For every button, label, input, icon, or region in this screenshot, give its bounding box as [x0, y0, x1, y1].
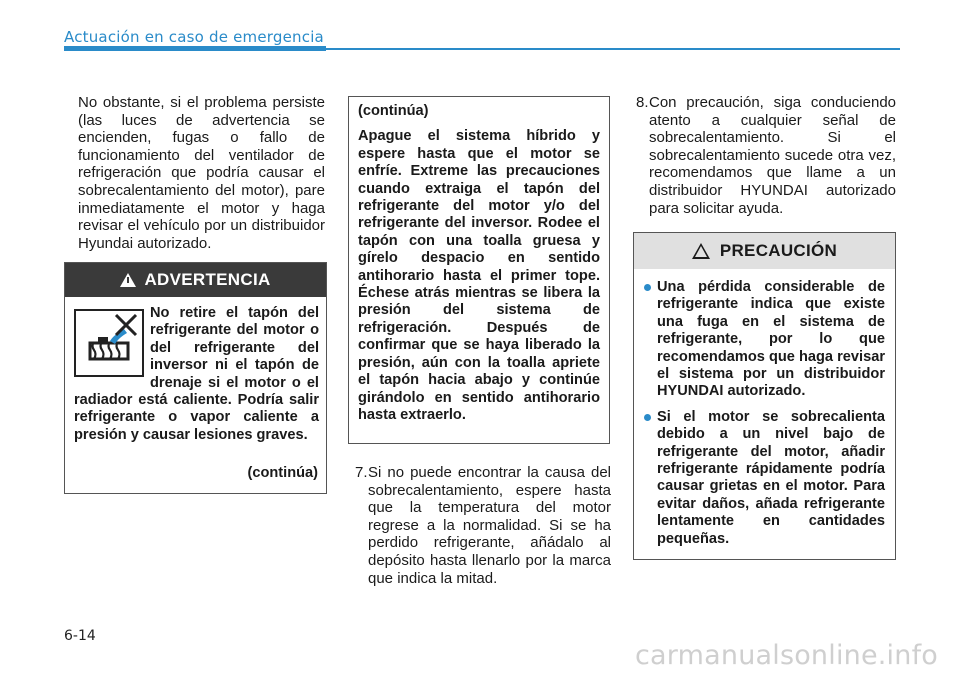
- caution-triangle-icon: [692, 243, 710, 259]
- step-8-text: Con precaución, siga conduciendo atento a cualquier señal de sobrecalentamiento. Si el sobrecalentamiento sucede otra vez, recomendamos que llame a un distribuidor HYUNDAI autorizado para solicitar ayuda.: [649, 94, 896, 217]
- warning-triangle-icon: [120, 273, 136, 287]
- continued-heading: (continúa): [358, 103, 429, 119]
- warning-header: [65, 263, 326, 297]
- warning-title: ADVERTENCIA: [144, 270, 271, 289]
- warning-continues: (continúa): [247, 465, 318, 481]
- bullet-icon: [644, 284, 651, 291]
- page-number: 6-14: [64, 628, 96, 644]
- step-7-number: 7.: [355, 464, 368, 481]
- intro-paragraph: No obstante, si el problema persiste (las luces de advertencia se encienden, fugas o fallo de funcionamiento del ventilador de refrigeración que podría causar el sobrecalentamiento del motor), pare inmediatamente el motor y haga revisar el vehículo por un distribuidor Hyundai autorizado.: [78, 94, 325, 252]
- bullet-icon: [644, 414, 651, 421]
- caution-header: [634, 233, 895, 269]
- caution-item-text: Una pérdida considerable de refrigerante indica que existe una fuga en el sistema de refrigerante, por lo que recomendamos que haga revisar el sistema por un distribuidor HYUNDAI autorizado.: [657, 279, 885, 400]
- caution-box: [633, 232, 896, 560]
- step-8-number: 8.: [636, 94, 649, 111]
- continued-text: Apague el sistema híbrido y espere hasta que el motor se enfríe. Extreme las precauciones cuando extraiga el tapón del refrigerante del motor y/o del refrigerante del inversor. Rodee el tapón con una toalla gruesa y gírelo despacio en sentido antihorario hasta el primer tope. Échese atrás mientras se libera la presión del sistema de refrigeración. Después de confirmar que se haya liberado la presión, aún con la toalla apriete el tapón hacia abajo y continúe girándolo en sentido antihorario hasta extraerlo.: [358, 128, 600, 423]
- header-rule-thick: [64, 46, 326, 51]
- caution-item: [642, 409, 885, 548]
- section-title: Actuación en caso de emergencia: [64, 28, 324, 46]
- step-7: [355, 464, 611, 587]
- caution-title: PRECAUCIÓN: [719, 241, 838, 260]
- step-8: [636, 94, 896, 217]
- warning-text: [74, 305, 319, 444]
- watermark: carmanualsonline.info: [635, 640, 938, 671]
- caution-item-text: Si el motor se sobrecalienta debido a un nivel bajo de refrigerante del motor, añadir refrigerante rápidamente podría causar grietas en el motor. Para evitar daños, añada refrigerante lentamente en cantidades pequeñas.: [657, 408, 885, 547]
- warning-text-content: No retire el tapón del refrigerante del motor o del refrigerante del inversor ni el tapón de drenaje si el motor o el radiador está caliente. Podría salir refrigerante o vapor caliente a presión y causar lesiones graves.: [74, 305, 319, 443]
- caution-item: [642, 279, 885, 401]
- caution-list: [634, 269, 895, 548]
- header-rule-thin: [326, 48, 900, 50]
- step-7-text: Si no puede encontrar la causa del sobrecalentamiento, espere hasta que la temperatura del motor regrese a la normalidad. Si se ha perdido refrigerante, añádalo al depósito hasta llenarlo por la marca que indica la mitad.: [368, 464, 611, 587]
- warning-box: [64, 262, 327, 494]
- continued-warning-box: [348, 96, 610, 444]
